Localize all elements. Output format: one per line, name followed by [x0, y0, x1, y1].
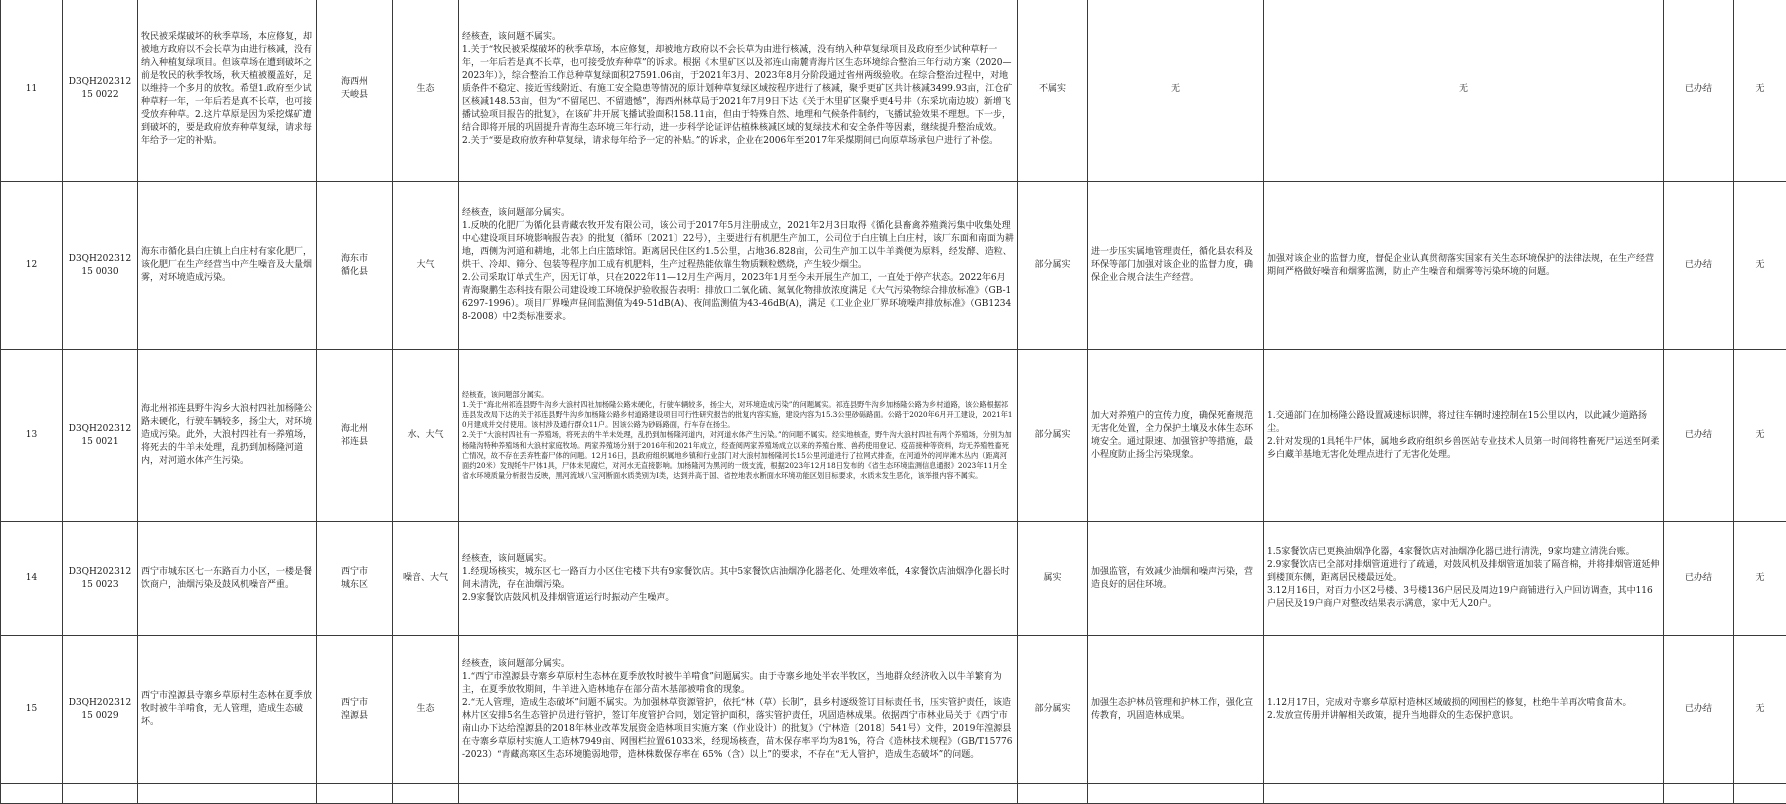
admin-area-text: 海西州 天峻县: [320, 76, 389, 102]
admin-area-text: 海北州 祁连县: [320, 423, 389, 449]
accountability: [1088, 182, 1264, 350]
result-paragraph: 2.关于“要是政府放弃种草复绿，请求每年给予一定的补贴。”的诉求，企业在2006年至2017年采煤期间已向原草场承包户进行了补偿。: [462, 135, 1014, 148]
investigation-result: [459, 636, 1018, 784]
status: 已办结: [1664, 0, 1734, 182]
investigation-result: [459, 522, 1018, 636]
measure-text: 1.12月17日，完成对寺寨乡草原村造林区域破损的网围栏的修复，杜绝牛羊再次啃食苗木。 2.发放宣传册并讲解相关政策，提升当地群众的生态保护意识。: [1267, 697, 1660, 723]
admin-area: [317, 0, 393, 182]
result-paragraph: 1.关于“海北州祁连县野牛沟乡大浪村四社加杨隆公路未硬化，行驶车辆较多，扬尘大，对环境造成污染”的问题属实。祁连县野牛沟乡加杨隆公路为乡村道路，该公路根据祁连县发改局下达的关于祁连县野牛沟乡加杨隆公路乡村道路建设项目可行性研究报告的批复内容实施，建设内容为15.3公里砂砾路面。公路于2020年6月开工建设，2021年10月建成并交付使用。该村涉及通行群众11户。因该公路为砂砾路面，行车存在扬尘。: [462, 400, 1014, 430]
case-code: D3QH20231215 0023: [63, 522, 138, 636]
empty-cell: [1, 784, 63, 804]
accountability: [1088, 636, 1264, 784]
rectification-measure: [1264, 182, 1664, 350]
verdict: 部分属实: [1018, 636, 1088, 784]
status: 已办结: [1664, 350, 1734, 522]
row-number: 13: [1, 350, 63, 522]
complaint-content: 牧民被采煤破坏的秋季草场，本应修复，却被地方政府以不会长草为由进行核减，没有纳入种植复绿项目。但该草场在遭到破坏之前是牧民的秋季牧场，秋天植被覆盖好，足以维持一个多月的放牧。希望1.政府至少试种草籽一年，一年后若是真不长草，也可接受放弃种草。2.这片草原是因为采挖煤矿遭到破坏的，要是政府放弃种草复绿，请求每年给予一定的补贴。: [141, 31, 313, 148]
admin-area-text: 海东市 循化县: [320, 253, 389, 279]
result-paragraph: 1.反映的化肥厂为循化县青藏农牧开发有限公司，该公司于2017年5月注册成立，2021年2月3日取得《循化县畜禽养殖粪污集中收集处理中心建设项目环境影响报告表》的批复（循环〔2021〕22号），主要进行有机肥生产加工，公司位于白庄镇上白庄村，该厂东面和南面为耕地，西侧为河道和耕地，北邻上白庄篮球馆。距离居民住区约1.5公里，占地36.828亩，公司生产加工以牛羊粪便为原料，经发酵、造粒、烘干、冷却、筛分、包装等程序加工成有机肥料，生产过程热能依靠生物质颗粒燃烧，产生较少烟尘。: [462, 220, 1014, 272]
remarks: 无: [1734, 0, 1786, 182]
empty-cell: [63, 784, 138, 804]
complaint-content: 海北州祁连县野牛沟乡大浪村四社加杨隆公路未硬化，行驶车辆较多，扬尘大，对环境造成污染。此外，大浪村四社有一养殖场，将死去的牛羊未处理，乱扔到加杨隆河道内，对河道水体产生污染。: [141, 403, 313, 468]
measure-text: 无: [1267, 83, 1660, 96]
admin-area: [317, 636, 393, 784]
row-number: 14: [1, 522, 63, 636]
measure-text: 加强对该企业的监督力度，督促企业认真贯彻落实国家有关生态环境保护的法律法规，在生产经营期间严格做好噪音和烟雾监测，防止产生噪音和烟雾等污染环境的问题。: [1267, 253, 1660, 279]
investigation-result: [459, 0, 1018, 182]
empty-cell: [1664, 784, 1734, 804]
investigation-result: [459, 350, 1018, 522]
status: 已办结: [1664, 522, 1734, 636]
complaint-text: [138, 522, 317, 636]
rectification-measure: [1264, 350, 1664, 522]
admin-area: [317, 350, 393, 522]
result-paragraph: 1.经现场核实，城东区七一路百力小区住宅楼下共有9家餐饮店。其中5家餐饮店油烟净化器老化、处理效率低，4家餐饮店油烟净化器长时间未清洗，存在油烟污染。: [462, 566, 1014, 592]
result-paragraph: 1.“西宁市湟源县寺寨乡草原村生态林在夏季放牧时被牛羊啃食”问题属实。由于寺寨乡地处半农半牧区，当地群众经济收入以牛羊繁育为主，在夏季放牧期间，牛羊进入造林地存在部分苗木基部被啃食的现象。: [462, 671, 1014, 697]
table-row: [1, 636, 1786, 784]
admin-area-text: 西宁市 城东区: [320, 566, 389, 592]
empty-cell: [1018, 784, 1088, 804]
result-paragraph: 经核查，该问题部分属实。: [462, 658, 1014, 671]
empty-cell: [1734, 784, 1786, 804]
result-paragraph: 2.“无人管理，造成生态破坏”问题不属实。为加强林草资源管护，依托“林（草）长制”，县乡村逐级签订目标责任书，压实管护责任，该造林片区安排5名生态管护员进行管护，签订年度管护合同，划定管护面积，落实管护责任，巩固造林成果。依据西宁市林业局关于《西宁市南山办下达给湟源县的2018年林业改革发展资金造林项目实施方案（作业设计）的批复》（宁林造〔2018〕541号）文件，2019年湟源县在寺寨乡草原村实施人工造林7949亩、网围栏拉置61033米，经现场核查，苗木保存率平均为81%，符合《造林技术规程》（GB/T15776-2023）“青藏高寒区生态环境脆弱地带，造林株数保存率在 65%（含）以上”的要求，不存在“无人管护，造成生态破坏”的问题。: [462, 697, 1014, 762]
rectification-measure: [1264, 522, 1664, 636]
complaint-content: 西宁市城东区七一东路百力小区，一楼是餐饮商户，油烟污染及鼓风机噪音严重。: [141, 566, 313, 592]
accountability: [1088, 350, 1264, 522]
table-body: [1, 0, 1786, 804]
accountability-text: 加强监管，有效减少油烟和噪声污染，营造良好的居住环境。: [1091, 566, 1260, 592]
empty-cell: [1264, 784, 1664, 804]
pollution-type: 大气: [393, 182, 459, 350]
accountability: [1088, 522, 1264, 636]
table-row: [1, 182, 1786, 350]
row-number: 15: [1, 636, 63, 784]
case-code: D3QH20231215 0030: [63, 182, 138, 350]
rectification-measure: [1264, 636, 1664, 784]
table-row-partial: [1, 784, 1786, 804]
rectification-measure: [1264, 0, 1664, 182]
accountability-text: 进一步压实属地管理责任，循化县农科及环保等部门加强对该企业的监督力度，确保企业合规合法生产经营。: [1091, 246, 1260, 285]
table-row: [1, 522, 1786, 636]
verdict: 不属实: [1018, 0, 1088, 182]
result-paragraph: 2.关于“大浪村四社有一养殖场，将死去的牛羊未处理，乱扔到加杨隆河道内，对河道水体产生污染。”的问题不属实。经实地核查，野牛沟大浪村四社有两个养殖场，分别为加杨隆沟特种养殖场和大浪村家庭牧场。两家养殖场分别于2016年和2021年成立，经查阅两家养殖场成立以来的养殖台账、兽药使用登记、疫苗接种等资料，均无养殖牲畜死亡情况，故不存在丢弃牲畜尸体的问题。12月16日，县政府组织属地乡镇和行业部门对大浪村加杨隆河长15公里河道进行了拉网式排查，在河道外的河岸滩木丛内（距离河面约20米）发现牦牛尸体1具，尸体未见腐烂，对河水无直接影响。加杨隆河为黑河的一级支流，根据2023年12月18日发布的《省生态环境监测信息通报》2023年11月全省水环境质量分析报告反映，黑河流域八宝河断面水质类别为I类，达到并高于国、省控地表水断面水环境功能区划目标要求，水质未发生恶化，该举报内容不属实。: [462, 430, 1014, 480]
admin-area-text: 西宁市 湟源县: [320, 697, 389, 723]
pollution-type: 生态: [393, 0, 459, 182]
pollution-type: 噪音、大气: [393, 522, 459, 636]
empty-cell: [393, 784, 459, 804]
accountability-text: 加强生态护林员管理和护林工作，强化宣传教育，巩固造林成果。: [1091, 697, 1260, 723]
result-paragraph: 2.9家餐饮店鼓风机及排烟管道运行时振动产生噪声。: [462, 592, 1014, 605]
pollution-type: 生态: [393, 636, 459, 784]
measure-text: 1.交通部门在加杨隆公路设置减速标识牌，将过往车辆时速控制在15公里以内，以此减少道路扬尘。 2.针对发现的1具牦牛尸体，属地乡政府组织乡兽医站专业技术人员第一时间将牲畜死尸运送至阿柔乡白藏羊基地无害化处理点进行了无害化处理。: [1267, 410, 1660, 462]
complaint-content: 西宁市湟源县寺寨乡草原村生态林在夏季放牧时被牛羊啃食，无人管理，造成生态破坏。: [141, 690, 313, 729]
complaint-content: 海东市循化县白庄镇上白庄村有家化肥厂，该化肥厂在生产经营当中产生噪音及大量烟雾，对环境造成污染。: [141, 246, 313, 285]
verdict: 部分属实: [1018, 182, 1088, 350]
result-paragraph: 经核查，该问题不属实。: [462, 31, 1014, 44]
status: 已办结: [1664, 182, 1734, 350]
verdict: 部分属实: [1018, 350, 1088, 522]
empty-cell: [138, 784, 317, 804]
complaint-text: [138, 350, 317, 522]
empty-cell: [1088, 784, 1264, 804]
remarks: 无: [1734, 636, 1786, 784]
case-code: D3QH20231215 0022: [63, 0, 138, 182]
result-paragraph: 经核查，该问题部分属实。: [462, 207, 1014, 220]
status: 已办结: [1664, 636, 1734, 784]
remarks: 无: [1734, 182, 1786, 350]
table-row: [1, 350, 1786, 522]
accountability-text: 加大对养殖户的宣传力度，确保死畜规范无害化处置，全力保护土壤及水体生态环境安全。通过限速、加强管护等措施，最小程度防止扬尘污染现象。: [1091, 410, 1260, 462]
table-row: [1, 0, 1786, 182]
remarks: 无: [1734, 350, 1786, 522]
result-paragraph: 经核查，该问题属实。: [462, 553, 1014, 566]
result-paragraph: 1.关于“牧民被采煤破坏的秋季草场，本应修复，却被地方政府以不会长草为由进行核减，没有纳入种草复绿项目及政府至少试种草籽一年，一年后若是真不长草，也可接受放弃种草”的诉求。根据《木里矿区以及祁连山南麓青海片区生态环境综合整治三年行动方案（2020—2023年）》，综合整治工作总种草复绿面积27591.06亩，于2021年3月、2023年8月分阶段通过省州两级验收。在综合整治过程中，对地质条件不稳定、接近雪线附近、有施工安全隐患等情况的原计划种草复绿区域按程序进行了核减，聚乎更矿区共计核减3499.93亩，江仓矿区核减148.53亩，但为“不留尾巴、不留遗憾”，海西州林草局于2021年7月9日下达《关于木里矿区聚乎更4号井（东采坑南边坡）新增飞播试验项目报告的批复》，在该矿井开展飞播试验面积158.11亩，但由于特殊自然、地理和气候条件制约，飞播试验效果不理想。下一步，结合即将开展的巩固提升青海生态环境三年行动，进一步科学论证评估植株核减区域的复绿技术和安全条件等因素，继续提升整治成效。: [462, 44, 1014, 135]
case-code: D3QH20231215 0021: [63, 350, 138, 522]
row-number: 11: [1, 0, 63, 182]
result-paragraph: 经核查，该问题部分属实。: [462, 390, 1014, 400]
verdict: 属实: [1018, 522, 1088, 636]
complaint-text: [138, 182, 317, 350]
result-paragraph: 2.公司采取订单式生产，因无订单，只在2022年11—12月生产两月，2023年1月至今未开展生产加工，一直处于停产状态。2022年6月青海聚鹏生态科技有限公司建设竣工环境保护验收报告表明：排放口二氧化硫、氮氧化物排放浓度满足《大气污染物综合排放标准》（GB-16297-1996）。项目厂界噪声昼间监测值为49-51dB(A)、夜间监测值为43-46dB(A)，满足《工业企业厂界环境噪声排放标准》（GB12348-2008）中2类标准要求。: [462, 272, 1014, 324]
admin-area: [317, 522, 393, 636]
investigation-result: [459, 182, 1018, 350]
remarks: 无: [1734, 522, 1786, 636]
empty-cell: [459, 784, 1018, 804]
complaint-text: [138, 636, 317, 784]
empty-cell: [317, 784, 393, 804]
complaint-text: [138, 0, 317, 182]
accountability: 无: [1088, 0, 1264, 182]
admin-area: [317, 182, 393, 350]
row-number: 12: [1, 182, 63, 350]
measure-text: 1.5家餐饮店已更换油烟净化器，4家餐饮店对油烟净化器已进行清洗，9家均建立清洗台账。 2.9家餐饮店已全部对排烟管道进行了疏通，对鼓风机及排烟管道加装了隔音棉，并将排烟管道延伸到楼顶东侧，距离居民楼最远处。 3.12月16日，对百力小区2号楼、3号楼136户居民及周边19户商铺进行入户回访调查，其中116户居民及19户商户对整改结果表示满意，家中无人20户。: [1267, 546, 1660, 611]
case-code: D3QH20231215 0029: [63, 636, 138, 784]
pollution-type: 水、大气: [393, 350, 459, 522]
